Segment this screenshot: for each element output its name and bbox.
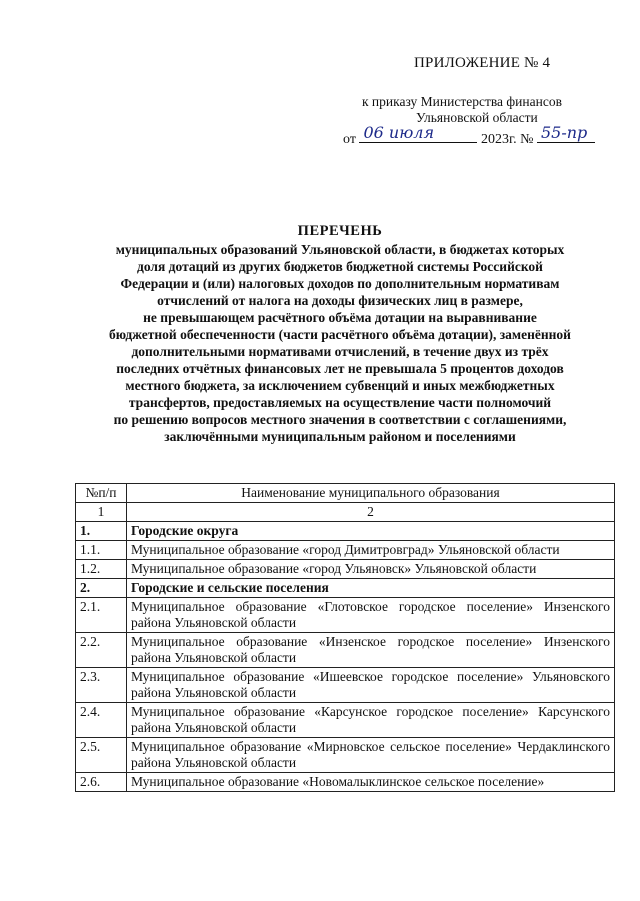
row-number: 2.1.	[76, 598, 127, 633]
table-row	[76, 560, 615, 579]
table-row	[76, 738, 615, 773]
date-field	[359, 123, 477, 143]
table-row	[76, 633, 615, 668]
row-name: Городские и сельские поселения	[127, 579, 615, 598]
table-row	[76, 541, 615, 560]
title-main: ПЕРЕЧЕНЬ	[297, 223, 383, 239]
title-line: заключёнными муниципальным районом и поселениями	[164, 429, 516, 444]
title-line: дополнительными нормативами отчислений, в течение двух из трёх	[131, 344, 549, 359]
row-name: Муниципальное образование «Карсунское городское поселение» Карсунского района Ульяновской области	[127, 703, 615, 738]
table-row	[76, 668, 615, 703]
order-date-line	[343, 123, 613, 148]
order-reference	[352, 94, 612, 126]
row-number: 2.	[76, 579, 127, 598]
municipalities-table	[75, 483, 615, 792]
table-row	[76, 703, 615, 738]
row-name: Муниципальное образование «Глотовское городское поселение» Инзенского района Ульяновской области	[127, 598, 615, 633]
title-line: бюджетной обеспеченности (части расчётного объёма дотации), заменённой	[109, 327, 571, 342]
row-name: Муниципальное образование «город Димитровград» Ульяновской области	[127, 541, 615, 560]
table-header-row	[76, 484, 615, 503]
title-line: муниципальных образований Ульяновской области, в бюджетах которых	[115, 242, 565, 257]
title-line: местного бюджета, за исключением субвенций и иных межбюджетных	[125, 378, 555, 393]
document-title	[60, 223, 620, 445]
table-row	[76, 598, 615, 633]
row-name: Муниципальное образование «Ишеевское городское поселение» Ульяновского района Ульяновской области	[127, 668, 615, 703]
date-prefix: от	[343, 132, 356, 147]
title-line: по решению вопросов местного значения в соответствии с соглашениями,	[113, 412, 567, 427]
row-name: Муниципальное образование «Инзенское городское поселение» Инзенского района Ульяновской области	[127, 633, 615, 668]
row-number: 1.1.	[76, 541, 127, 560]
order-line-2: Ульяновской области	[416, 110, 538, 125]
header-name: Наименование муниципального образования	[127, 484, 615, 503]
year-text: 2023г. №	[480, 132, 534, 147]
title-line: доля дотаций из других бюджетов бюджетной системы Российской	[137, 259, 543, 274]
order-line-1: к приказу Министерства финансов	[362, 94, 562, 109]
row-number: 2.2.	[76, 633, 127, 668]
row-number: 2.5.	[76, 738, 127, 773]
title-line: трансфертов, предоставляемых на осуществление части полномочий	[128, 395, 552, 410]
appendix-label: ПРИЛОЖЕНИЕ № 4	[414, 55, 551, 71]
row-name: Муниципальное образование «Мирновское сельское поселение» Чердаклинского района Ульяновской области	[127, 738, 615, 773]
row-number: 2.3.	[76, 668, 127, 703]
title-line: последних отчётных финансовых лет не превышала 5 процентов доходов	[116, 361, 564, 376]
column-number-2: 2	[127, 503, 615, 522]
row-number: 2.4.	[76, 703, 127, 738]
table-row	[76, 773, 615, 792]
row-name: Муниципальное образование «город Ульяновск» Ульяновской области	[127, 560, 615, 579]
handwritten-date: 06 июля	[363, 123, 435, 142]
row-number: 1.	[76, 522, 127, 541]
title-body	[60, 241, 620, 445]
section-row	[76, 579, 615, 598]
column-numbers-row	[76, 503, 615, 522]
handwritten-number: 55-пр	[540, 123, 588, 142]
row-number: 2.6.	[76, 773, 127, 792]
column-number-1: 1	[76, 503, 127, 522]
number-field	[537, 123, 595, 143]
row-number: 1.2.	[76, 560, 127, 579]
row-name: Муниципальное образование «Новомалыклинское сельское поселение»	[127, 773, 615, 792]
section-row	[76, 522, 615, 541]
title-line: отчислений от налога на доходы физических лиц в размере,	[157, 293, 523, 308]
row-name: Городские округа	[127, 522, 615, 541]
header-number: №п/п	[76, 484, 127, 503]
title-line: Федерации и (или) налоговых доходов по дополнительным нормативам	[120, 276, 560, 291]
title-line: не превышающем расчётного объёма дотации на выравнивание	[143, 310, 537, 325]
